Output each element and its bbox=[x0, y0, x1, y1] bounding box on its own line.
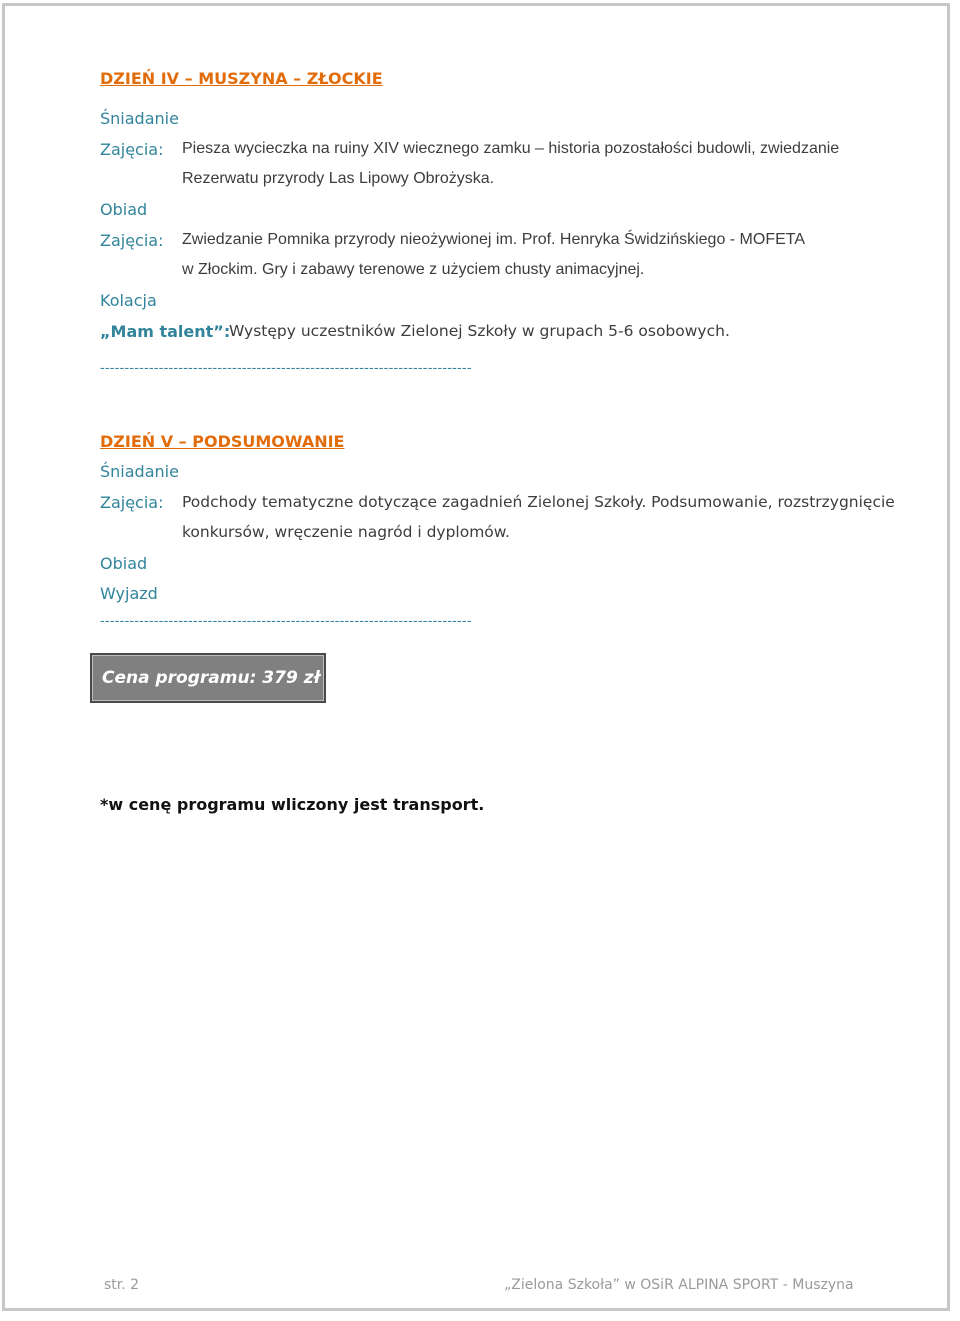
footer-page-number: str. 2 bbox=[104, 1277, 140, 1293]
price-text: Cena programu: 379 zł bbox=[102, 668, 320, 688]
transport-footnote: *w cenę programu wliczony jest transport. bbox=[100, 795, 485, 814]
separator-1: ---------------------------------------------------------------------------- bbox=[100, 361, 472, 376]
day5-lunch-label: Obiad bbox=[100, 554, 148, 573]
day5-breakfast-label: Śniadanie bbox=[100, 462, 179, 481]
footer-title: „Zielona Szkoła” w OSiR ALPINA SPORT - Muszyna bbox=[504, 1277, 854, 1293]
separator-2: ---------------------------------------------------------------------------- bbox=[100, 614, 472, 629]
day5-activities-label: Zajęcia: bbox=[100, 493, 164, 512]
day4-breakfast-label: Śniadanie bbox=[100, 109, 179, 128]
day4-heading: DZIEŃ IV – MUSZYNA – ZŁOCKIE bbox=[100, 69, 383, 88]
day5-departure-label: Wyjazd bbox=[100, 584, 158, 603]
day5-activities-line1: Podchody tematyczne dotyczące zagadnień Zielonej Szkoły. Podsumowanie, rozstrzygnięcie bbox=[182, 493, 895, 511]
day4-activities-label-1: Zajęcia: bbox=[100, 140, 164, 159]
day4-activities-2-line2: w Złockim. Gry i zabawy terenowe z użyciem chusty animacyjnej. bbox=[182, 261, 645, 278]
day5-heading: DZIEŃ V – PODSUMOWANIE bbox=[100, 432, 345, 451]
day5-activities-line2: konkursów, wręczenie nagród i dyplomów. bbox=[182, 523, 510, 541]
day4-dinner-label: Kolacja bbox=[100, 291, 157, 310]
price-box bbox=[90, 653, 326, 703]
day4-activities-1-line2: Rezerwatu przyrody Las Lipowy Obrożyska. bbox=[182, 170, 495, 187]
day4-activities-2-line1: Zwiedzanie Pomnika przyrody nieożywionej im. Prof. Henryka Świdzińskiego - MOFETA bbox=[182, 231, 806, 248]
day4-lunch-label: Obiad bbox=[100, 200, 148, 219]
day4-activities-1-line1: Piesza wycieczka na ruiny XIV wiecznego zamku – historia pozostałości budowli, zwiedzanie bbox=[182, 140, 840, 157]
talent-label: „Mam talent”: bbox=[100, 322, 231, 341]
talent-text: Występy uczestników Zielonej Szkoły w grupach 5-6 osobowych. bbox=[229, 322, 730, 340]
day4-activities-label-2: Zajęcia: bbox=[100, 231, 164, 250]
